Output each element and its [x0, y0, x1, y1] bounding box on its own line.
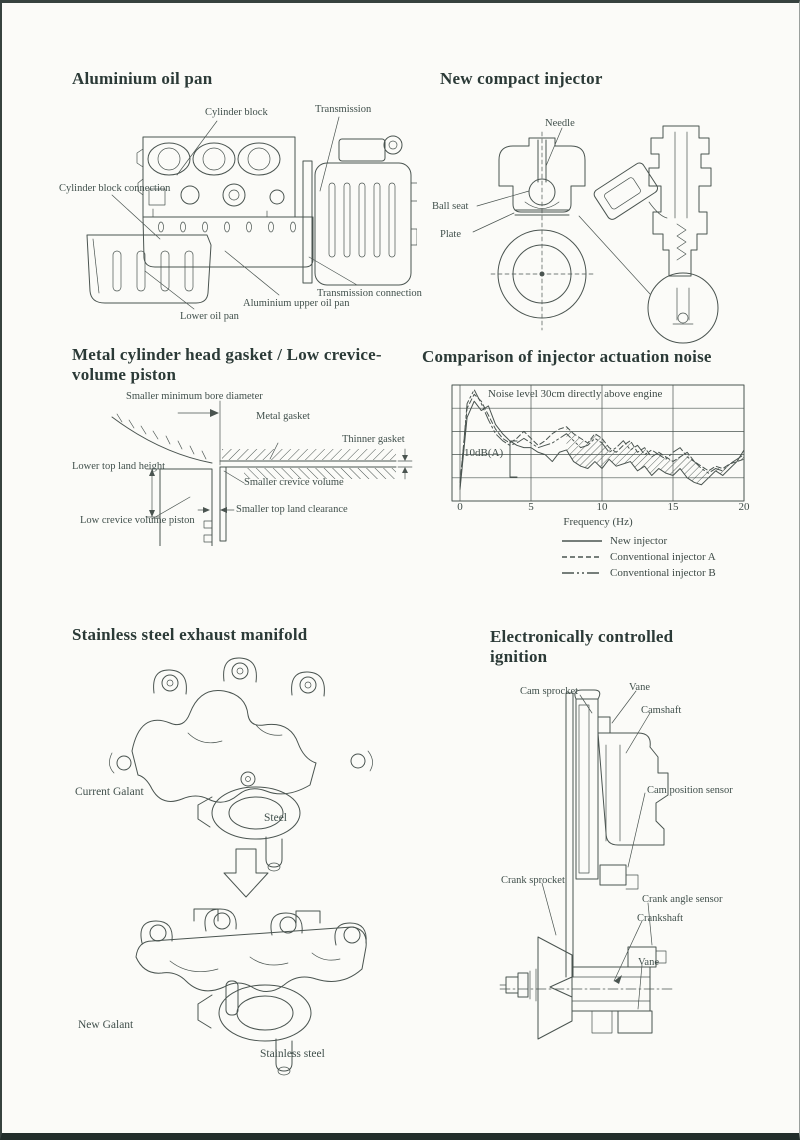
legend-row	[562, 549, 716, 565]
label-cylinder-block: Cylinder block	[205, 107, 268, 118]
label-needle: Needle	[545, 118, 575, 129]
label-vane-bottom: Vane	[638, 957, 659, 968]
label-steel: Steel	[264, 812, 287, 824]
label-ball-seat: Ball seat	[432, 201, 469, 212]
legend-label: New injector	[610, 535, 668, 547]
label-cylinder-block-connection: Cylinder block connection	[59, 183, 171, 194]
ignition-heading: Electronically controlled ignition	[490, 627, 674, 667]
chart-x-axis-label: Frequency (Hz)	[563, 516, 633, 528]
label-cam-sprocket: Cam sprocket	[520, 686, 579, 697]
label-metal-gasket: Metal gasket	[256, 411, 310, 422]
noise-heading: Comparison of injector actuation noise	[422, 347, 712, 366]
manifold-diagram	[60, 621, 410, 1083]
label-crank-sprocket: Crank sprocket	[501, 875, 565, 886]
chart-scale-note: 10dB(A)	[464, 447, 504, 459]
chart-x-ticks	[450, 501, 750, 515]
noise-panel	[422, 371, 782, 586]
legend-line-sample	[562, 552, 602, 562]
manifold-heading: Stainless steel exhaust manifold	[72, 625, 308, 644]
oil-pan-heading: Aluminium oil pan	[72, 69, 213, 88]
chart-x-tick-label: 10	[596, 501, 608, 513]
label-aluminium-upper-oil-pan: Aluminium upper oil pan	[243, 298, 350, 309]
chart-x-tick-label: 20	[738, 501, 750, 513]
injector-diagram	[427, 98, 757, 348]
label-current-galant: Current Galant	[75, 786, 144, 798]
chart-x-tick-label: 0	[457, 501, 463, 513]
label-cam-position-sensor: Cam position sensor	[647, 785, 733, 796]
manifold-panel	[60, 621, 410, 1083]
label-plate: Plate	[440, 229, 461, 240]
legend-label: Conventional injector A	[610, 551, 716, 563]
label-transmission-connection: Transmission connection	[317, 288, 422, 299]
label-lower-top-land-height: Lower top land height	[72, 461, 166, 472]
label-thinner-gasket: Thinner gasket	[342, 434, 405, 445]
gasket-heading: Metal cylinder head gasket / Low crevice-volume piston	[72, 345, 382, 385]
gasket-panel	[60, 391, 422, 546]
label-crank-angle-sensor: Crank angle sensor	[642, 894, 723, 905]
label-crankshaft: Crankshaft	[637, 913, 684, 924]
label-stainless-steel: Stainless steel	[260, 1048, 325, 1060]
injector-heading: New compact injector	[440, 69, 603, 88]
label-lower-oil-pan: Lower oil pan	[180, 311, 239, 322]
legend-row	[562, 565, 716, 581]
label-smaller-crevice-volume: Smaller crevice volume	[244, 477, 344, 488]
chart-annotation: Noise level 30cm directly above engine	[488, 388, 663, 400]
label-smaller-minimum-bore-diameter: Smaller minimum bore diameter	[126, 391, 263, 402]
chart-x-tick-label: 5	[528, 501, 534, 513]
ignition-panel	[480, 625, 795, 1045]
legend-row	[562, 533, 716, 549]
label-new-galant: New Galant	[78, 1019, 134, 1031]
chart-legend	[562, 533, 716, 581]
oil-pan-panel	[57, 99, 422, 334]
label-camshaft: Camshaft	[641, 705, 682, 716]
injector-panel	[427, 98, 757, 348]
label-low-crevice-volume-piston: Low crevice volume piston	[80, 515, 195, 526]
label-smaller-top-land-clearance: Smaller top land clearance	[236, 504, 348, 515]
label-transmission: Transmission	[315, 104, 372, 115]
legend-line-sample	[562, 536, 602, 546]
legend-line-sample	[562, 568, 602, 578]
legend-label: Conventional injector B	[610, 567, 716, 579]
chart-x-tick-label: 15	[667, 501, 679, 513]
label-vane-top: Vane	[629, 682, 650, 693]
